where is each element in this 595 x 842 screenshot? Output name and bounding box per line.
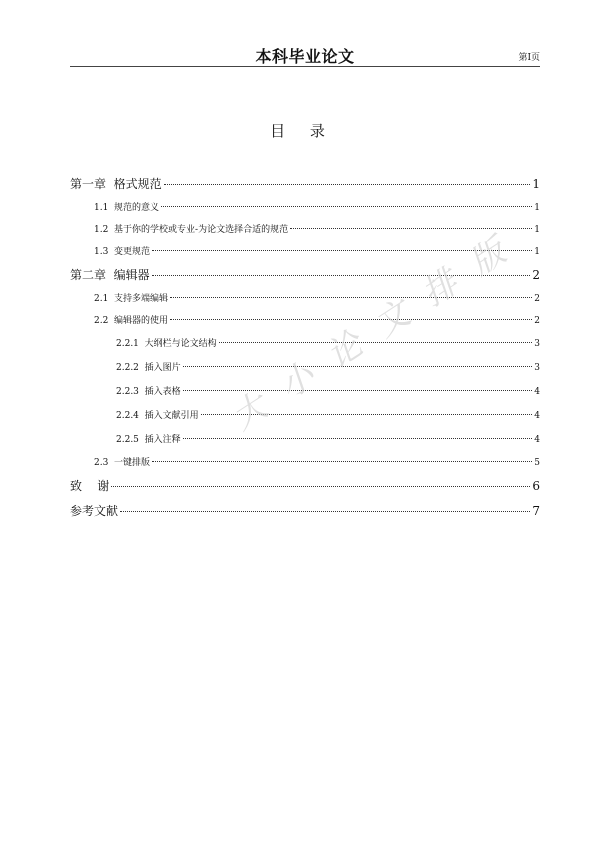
toc-entry-number: 第二章: [70, 268, 114, 282]
toc-entry-number: 2.2.4: [116, 411, 145, 421]
toc-entry-title: 插入图片: [144, 363, 181, 373]
toc-entry-title: 大纲栏与论文结构: [144, 339, 217, 349]
toc-heading: 目 录: [270, 122, 335, 140]
toc-entry-1-1[interactable]: [70, 197, 540, 219]
toc-entry-2-3[interactable]: [70, 452, 540, 474]
toc-entry-number: 2.2.1: [116, 339, 145, 349]
toc-entry-page: 3: [534, 339, 540, 349]
toc-entry-number: 2.2.5: [116, 435, 145, 445]
toc-entry-number: 2.1: [94, 294, 115, 304]
dot-leader: [152, 461, 532, 462]
toc-entry-2-2[interactable]: [70, 310, 540, 332]
toc-entry-2-2-5[interactable]: [70, 428, 540, 452]
toc-entry-page: 7: [532, 504, 540, 518]
toc-entry-page: 5: [534, 458, 540, 468]
toc-entry-number: 2.2.3: [116, 387, 145, 397]
dot-leader: [170, 297, 532, 298]
toc-entry-page: 2: [534, 316, 540, 326]
toc-entry-number: 1.1: [94, 203, 115, 213]
document-title: 本科毕业论文: [255, 47, 355, 66]
toc-entry-title: 编辑器的使用: [114, 316, 169, 326]
toc-entry-title: 一键排版: [114, 458, 151, 468]
page-number-label: 第I页: [518, 53, 540, 63]
toc-entry-number: 2.3: [94, 458, 115, 468]
toc-entry-page: 1: [534, 247, 540, 257]
toc-entry-2-2-4[interactable]: [70, 404, 540, 428]
watermark: 大 小 论 文 排 版: [224, 228, 518, 439]
toc-entry-title: 格式规范: [113, 177, 162, 191]
dot-leader: [183, 438, 532, 439]
toc-entry-acknowledgements[interactable]: [70, 474, 540, 499]
toc-entry-title: 编辑器: [113, 268, 150, 282]
toc-entry-page: 2: [532, 268, 540, 282]
toc-entry-title: 插入表格: [144, 387, 181, 397]
toc-entry-title: 支持多端编辑: [114, 294, 169, 304]
toc-entry-number: 第一章: [70, 177, 114, 191]
toc-entry-page: 6: [532, 479, 540, 493]
toc-entry-page: 1: [534, 225, 540, 235]
toc-entry-chapter-1[interactable]: [70, 172, 540, 197]
toc-entry-title: 插入文献引用: [144, 411, 199, 421]
toc-entry-number: 1.2: [94, 225, 115, 235]
toc-entry-title: 规范的意义: [114, 203, 160, 213]
toc-entry-page: 2: [534, 294, 540, 304]
toc-entry-page: 3: [534, 363, 540, 373]
dot-leader: [161, 206, 532, 207]
toc-entry-title: 参考文献: [70, 504, 119, 518]
toc-entry-number: 1.3: [94, 247, 115, 257]
dot-leader: [120, 511, 530, 512]
dot-leader: [164, 184, 531, 185]
toc-entry-title: 变更规范: [114, 247, 151, 257]
toc-entry-number: 2.2: [94, 316, 115, 326]
toc-entry-references[interactable]: [70, 499, 540, 524]
toc-entry-page: 1: [532, 177, 540, 191]
dot-leader: [111, 486, 530, 487]
toc-entry-title: 插入注释: [144, 435, 181, 445]
page-header: [70, 40, 540, 67]
toc-entry-title: 基于你的学校或专业-为论文选择合适的规范: [114, 225, 289, 235]
toc-entry-title: 致 谢: [70, 479, 110, 493]
toc-entry-page: 4: [534, 435, 540, 445]
toc-entry-page: 4: [534, 411, 540, 421]
toc-entry-number: 2.2.2: [116, 363, 145, 373]
toc-entry-page: 4: [534, 387, 540, 397]
toc-entry-page: 1: [534, 203, 540, 213]
